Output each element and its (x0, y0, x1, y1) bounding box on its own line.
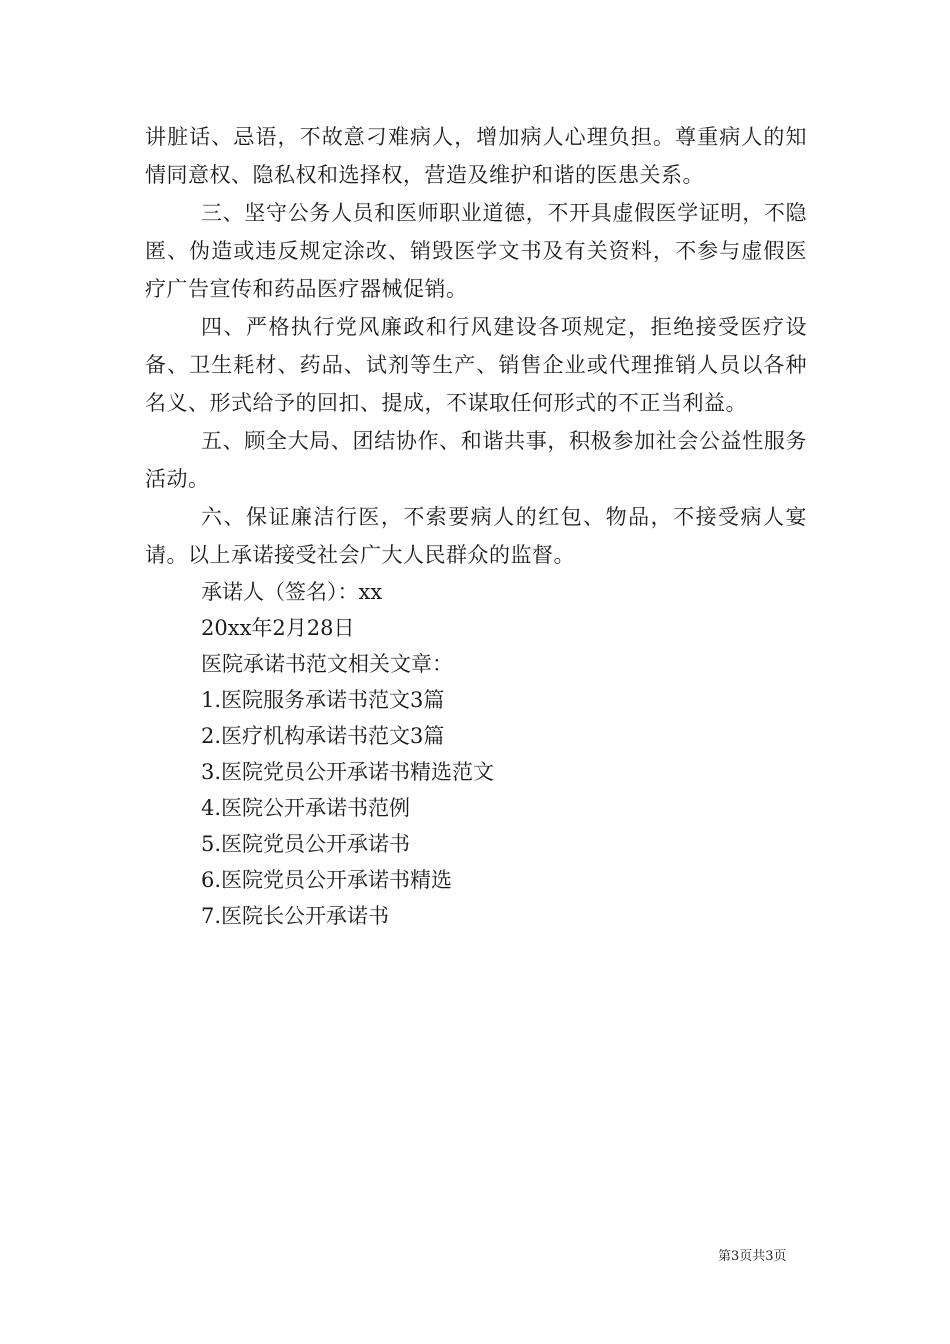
related-article-link[interactable]: 2.医疗机构承诺书范文3篇 (201, 724, 445, 748)
related-article-link[interactable]: 6.医院党员公开承诺书精选 (201, 868, 453, 892)
related-article-link[interactable]: 7.医院长公开承诺书 (201, 904, 390, 928)
commitment-item-3: 三、坚守公务人员和医师职业道德，不开具虚假医学证明，不隐匿、伪造或违反规定涂改、销毁医学文书及有关资料，不参与虚假医疗广告宣传和药品医疗器械促销。 (145, 201, 807, 301)
commitment-item-5: 五、顾全大局、团结协作、和谐共事，积极参加社会公益性服务活动。 (145, 429, 807, 491)
page-number-footer: 第3页共3页 (718, 1249, 787, 1264)
related-article-link[interactable]: 3.医院党员公开承诺书精选范文 (201, 760, 495, 784)
commitment-item-6: 六、保证廉洁行医，不索要病人的红包、物品，不接受病人宴请。以上承诺接受社会广大人民群众的监督。 (145, 505, 807, 567)
date-line: 20xx年2月28日 (201, 616, 355, 640)
related-article-link[interactable]: 4.医院公开承诺书范例 (201, 796, 411, 820)
related-heading: 医院承诺书范文相关文章： (201, 652, 453, 676)
related-article-link[interactable]: 1.医院服务承诺书范文3篇 (201, 688, 445, 712)
document-body (145, 118, 807, 934)
related-articles-list (145, 682, 807, 934)
paragraph-continued: 讲脏话、忌语，不故意刁难病人，增加病人心理负担。尊重病人的知情同意权、隐私权和选择权，营造及维护和谐的医患关系。 (145, 125, 807, 187)
commitment-item-4: 四、严格执行党风廉政和行风建设各项规定，拒绝接受医疗设备、卫生耗材、药品、试剂等生产、销售企业或代理推销人员以各种名义、形式给予的回扣、提成，不谋取任何形式的不正当利益。 (145, 315, 807, 415)
related-article-link[interactable]: 5.医院党员公开承诺书 (201, 832, 411, 856)
signer-line: 承诺人（签名）：xx (201, 580, 383, 604)
